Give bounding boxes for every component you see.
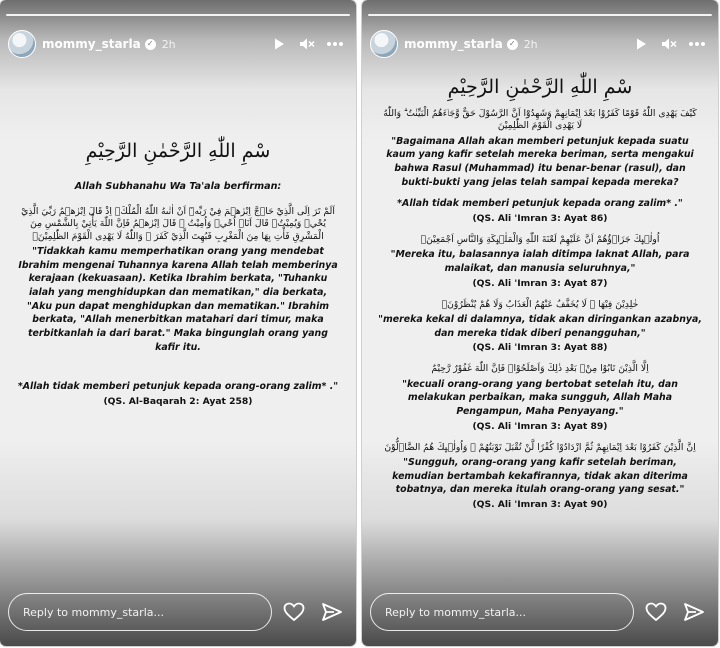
more-icon[interactable] bbox=[684, 31, 710, 57]
verse-citation: (QS. Ali 'Imran 3: Ayat 87) bbox=[472, 277, 608, 289]
reply-input[interactable]: Reply to mommy_starla... bbox=[370, 593, 634, 631]
translation-text: "Bagaimana Allah akan memberi petunjuk kepada suatu kaum yang kafir setelah mereka beriman, serta mengakui bahwa Rasul (Muhammad) itu benar-benar (rasul), dan bukti-bukti yang jelas telah sampai kepada mereka? bbox=[386, 135, 694, 188]
more-icon[interactable] bbox=[322, 31, 348, 57]
arabic-verse: اُولٰۤىِٕكَ جَزَاۤؤُهُمْ اَنَّ عَلَيْهِمْ لَعْنَةَ اللّٰهِ وَالْمَلٰۤىِٕكَةِ وَالنَّاسِ اَجْمَعِيْنَۙ bbox=[420, 233, 660, 245]
translation-text: "Mereka itu, balasannya ialah ditimpa laknat Allah, para malaikat, dan manusia seluruhnya," bbox=[390, 249, 690, 275]
mute-icon[interactable] bbox=[656, 31, 682, 57]
story-header bbox=[370, 30, 710, 58]
story-progress-bar bbox=[368, 14, 712, 16]
send-icon[interactable] bbox=[678, 596, 710, 628]
translation-text: "mereka kekal di dalamnya, tidak akan diringankan azabnya, dan mereka tidak diberi penangguhan," bbox=[378, 314, 702, 339]
verse-citation: (QS. Ali 'Imran 3: Ayat 89) bbox=[472, 420, 608, 432]
post-time: 2h bbox=[523, 37, 538, 51]
reply-input[interactable]: Reply to mommy_starla... bbox=[8, 593, 272, 631]
heart-icon[interactable] bbox=[640, 596, 672, 628]
translation-text: "Sungguh, orang-orang yang kafir setelah beriman, kemudian bertambah kekafirannya, tidak akan diterima tobatnya, dan mereka itulah orang-orang yang sesat." bbox=[392, 457, 688, 496]
basmalah: سْمِ اللّٰهِ الرَّحْمٰنِ الرَّحِيْمِ bbox=[85, 140, 271, 162]
arabic-verse: اَلَمْ تَرَ اِلَى الَّذِيْ حَاۤجَّ اِبْرٰهٖمَ فِيْ رَبِّهٖٓ اَنْ اٰتٰىهُ اللّٰهُ الْمُلْكَۘ اِذْ قَالَ اِبْرٰهٖمُ رَبِّيَ الَّذِيْ يُحْيٖ وَيُمِيْتُۙ قَالَ اَنَا۠ اُحْيٖ وَاُمِيْتُ ۗ قَالَ اِبْرٰهٖمُ فَاِنَّ اللّٰهَ يَأْتِيْ بِالشَّمْسِ مِنَ الْمَشْرِقِ فَأْتِ بِهَا مِنَ الْمَغْرِبِ فَبُهِتَ الَّذِيْ كَفَرَ ۗ وَاللّٰهُ لَا يَهْدِى الْقَوْمَ الظّٰلِمِيْنَۚ bbox=[21, 205, 335, 242]
translation-text: "kecuali orang-orang yang bertobat setelah itu, dan melakukan perbaikan, maka sungguh, Allah Maha Pengampun, Maha Penyayang." bbox=[402, 378, 678, 417]
send-icon[interactable] bbox=[316, 596, 348, 628]
translation-text: "Tidakkah kamu memperhatikan orang yang mendebat Ibrahim mengenai Tuhannya karena Allah telah memberinya kerajaan (kekuasaan). Ketika Ibrahim berkata, "Tuhanku ialah yang menghidupkan dan mematikan," dia berkata, "Aku pun dapat menghidupkan dan mematikan." Ibrahim berkata, "Allah menerbitkan matahari dari timur, maka terbitkanlah ia dari barat." Maka bingunglah orang yang kafir itu. bbox=[18, 246, 338, 353]
verified-icon: ✓ bbox=[145, 39, 156, 50]
story-panel-right bbox=[362, 0, 718, 646]
mute-icon[interactable] bbox=[294, 31, 320, 57]
arabic-verse: خٰلِدِيْنَ فِيْهَا ۚ لَا يُخَفَّفُ عَنْهُمُ الْعَذَابُ وَلَا هُمْ يُنْظَرُوْنَۙ bbox=[441, 298, 639, 310]
username[interactable]: mommy_starla bbox=[404, 37, 503, 51]
play-icon[interactable] bbox=[266, 31, 292, 57]
arabic-verse: اِنَّ الَّذِيْنَ كَفَرُوْا بَعْدَ اِيْمَانِهِمْ ثُمَّ ازْدَادُوْا كُفْرًا لَّنْ تُقْبَلَ تَوْبَتُهُمْ ۚ وَاُولٰۤىِٕكَ هُمُ الضَّاۤلُّوْنَ bbox=[384, 441, 696, 453]
arabic-verse: كَيْفَ يَهْدِى اللّٰهُ قَوْمًا كَفَرُوْا بَعْدَ اِيْمَانِهِمْ وَشَهِدُوْٓا اَنَّ الرَّسُوْلَ حَقٌّ وَّجَاۤءَهُمُ الْبَيِّنٰتُ ۗ وَاللّٰهُ لَا يَهْدِى الْقَوْمَ الظّٰلِمِيْنَ bbox=[383, 108, 697, 132]
story-footer bbox=[8, 592, 348, 632]
verse-citation: (QS. Ali 'Imran 3: Ayat 90) bbox=[472, 498, 608, 510]
intro-text: Allah Subhanahu Wa Ta'ala berfirman: bbox=[74, 181, 282, 192]
post-time: 2h bbox=[161, 37, 176, 51]
story-header bbox=[8, 30, 348, 58]
translation-text: *Allah tidak memberi petunjuk kepada orang-orang zalim* ." bbox=[17, 381, 339, 393]
verse-citation: (QS. Al-Baqarah 2: Ayat 258) bbox=[103, 395, 253, 407]
verse-citation: (QS. Ali 'Imran 3: Ayat 88) bbox=[472, 342, 608, 354]
verified-icon: ✓ bbox=[507, 39, 518, 50]
play-icon[interactable] bbox=[628, 31, 654, 57]
avatar[interactable] bbox=[8, 30, 36, 58]
username[interactable]: mommy_starla bbox=[42, 37, 141, 51]
arabic-verse: اِلَّا الَّذِيْنَ تَابُوْا مِنْۢ بَعْدِ ذٰلِكَ وَاَصْلَحُوْاۗ فَاِنَّ اللّٰهَ غَفُوْرٌ رَّحِيْمٌ bbox=[431, 363, 649, 375]
story-progress-bar bbox=[6, 14, 350, 16]
translation-text: *Allah tidak memberi petunjuk kepada orang zalim* ." bbox=[397, 198, 683, 210]
story-content bbox=[14, 140, 342, 407]
avatar[interactable] bbox=[370, 30, 398, 58]
verse-citation: (QS. Ali 'Imran 3: Ayat 86) bbox=[472, 212, 608, 224]
story-footer bbox=[370, 592, 710, 632]
basmalah: سْمِ اللّٰهِ الرَّحْمٰنِ الرَّحِيْمِ bbox=[447, 76, 633, 98]
heart-icon[interactable] bbox=[278, 596, 310, 628]
story-panel-left bbox=[0, 0, 356, 646]
story-content bbox=[376, 76, 704, 510]
